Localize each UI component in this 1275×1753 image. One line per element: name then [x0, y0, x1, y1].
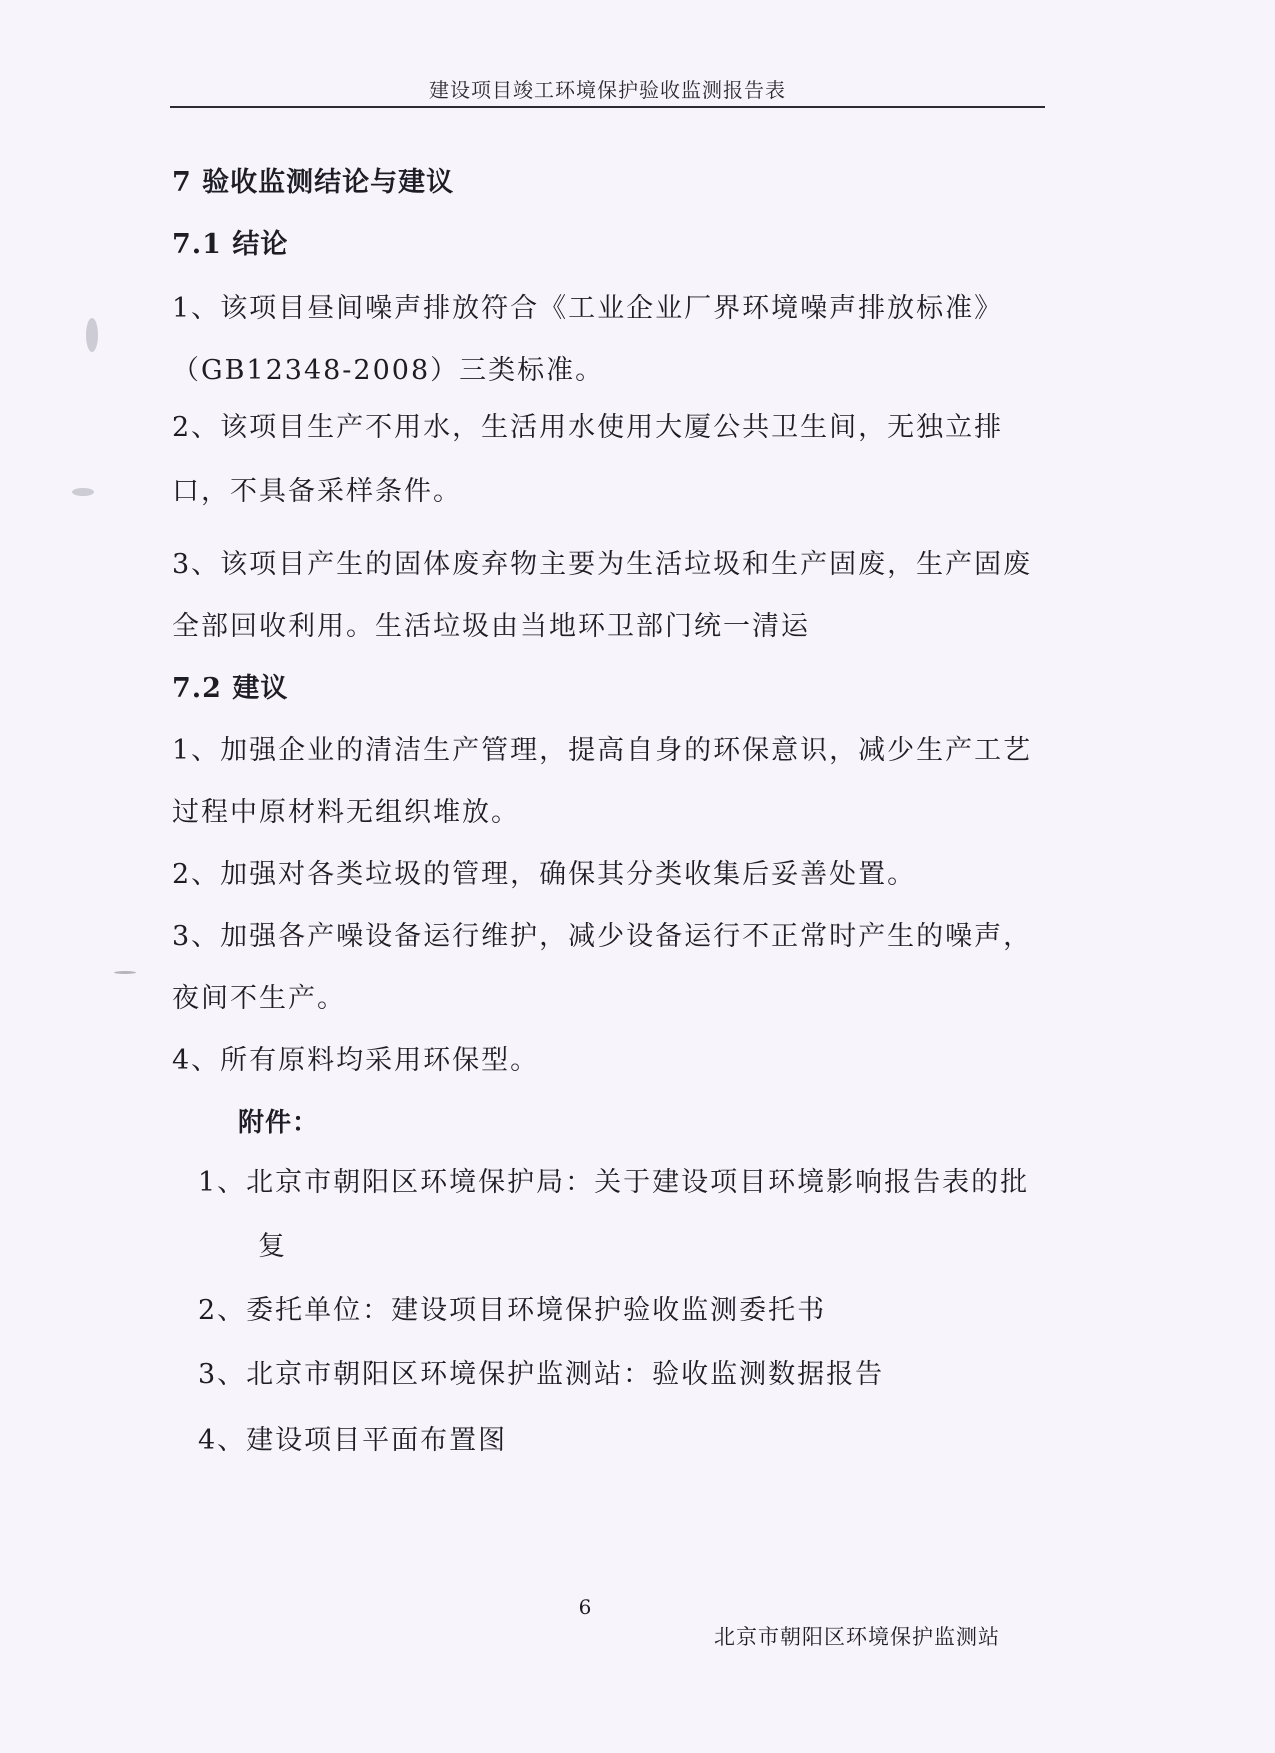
conclusion-line: 全部回收利用。生活垃圾由当地环卫部门统一清运	[172, 611, 810, 642]
conclusion-line: 口，不具备采样条件。	[172, 476, 462, 507]
suggestion-line: 1、加强企业的清洁生产管理，提高自身的环保意识，减少生产工艺	[172, 735, 1033, 766]
attachment-item: 3、北京市朝阳区环境保护监测站：验收监测数据报告	[198, 1359, 885, 1390]
suggestion-title: 7.2 建议	[172, 673, 289, 704]
attachment-item: 1、北京市朝阳区环境保护局：关于建设项目环境影响报告表的批	[198, 1167, 1030, 1198]
suggestion-line: 3、加强各产噪设备运行维护，减少设备运行不正常时产生的噪声，	[172, 921, 1033, 952]
suggestion-line: 4、所有原料均采用环保型。	[172, 1045, 540, 1076]
attachment-item-continuation: 复	[258, 1231, 287, 1262]
scan-smudge	[72, 488, 94, 496]
section-title: 7 验收监测结论与建议	[172, 167, 455, 198]
conclusion-line: 3、该项目产生的固体废弃物主要为生活垃圾和生产固废，生产固废	[172, 549, 1033, 580]
suggestion-line: 夜间不生产。	[172, 983, 346, 1014]
footer-organization: 北京市朝阳区环境保护监测站	[714, 1625, 1000, 1649]
scan-smudge	[86, 318, 98, 352]
attachment-item: 2、委托单位：建设项目环境保护验收监测委托书	[198, 1295, 827, 1326]
scan-smudge	[114, 971, 136, 974]
suggestion-line: 2、加强对各类垃圾的管理，确保其分类收集后妥善处置。	[172, 859, 917, 890]
page-number: 6	[578, 1595, 592, 1619]
conclusion-line: 1、该项目昼间噪声排放符合《工业企业厂界环境噪声排放标准》	[172, 293, 1004, 324]
header-rule	[170, 106, 1045, 108]
page-header-title: 建设项目竣工环境保护验收监测报告表	[429, 78, 786, 102]
conclusion-title: 7.1 结论	[172, 229, 289, 260]
conclusion-line: （GB12348-2008）三类标准。	[172, 355, 605, 386]
attachment-item: 4、建设项目平面布置图	[198, 1425, 508, 1456]
attachments-title: 附件：	[238, 1108, 320, 1138]
suggestion-line: 过程中原材料无组织堆放。	[172, 797, 520, 828]
conclusion-line: 2、该项目生产不用水，生活用水使用大厦公共卫生间，无独立排	[172, 412, 1004, 443]
